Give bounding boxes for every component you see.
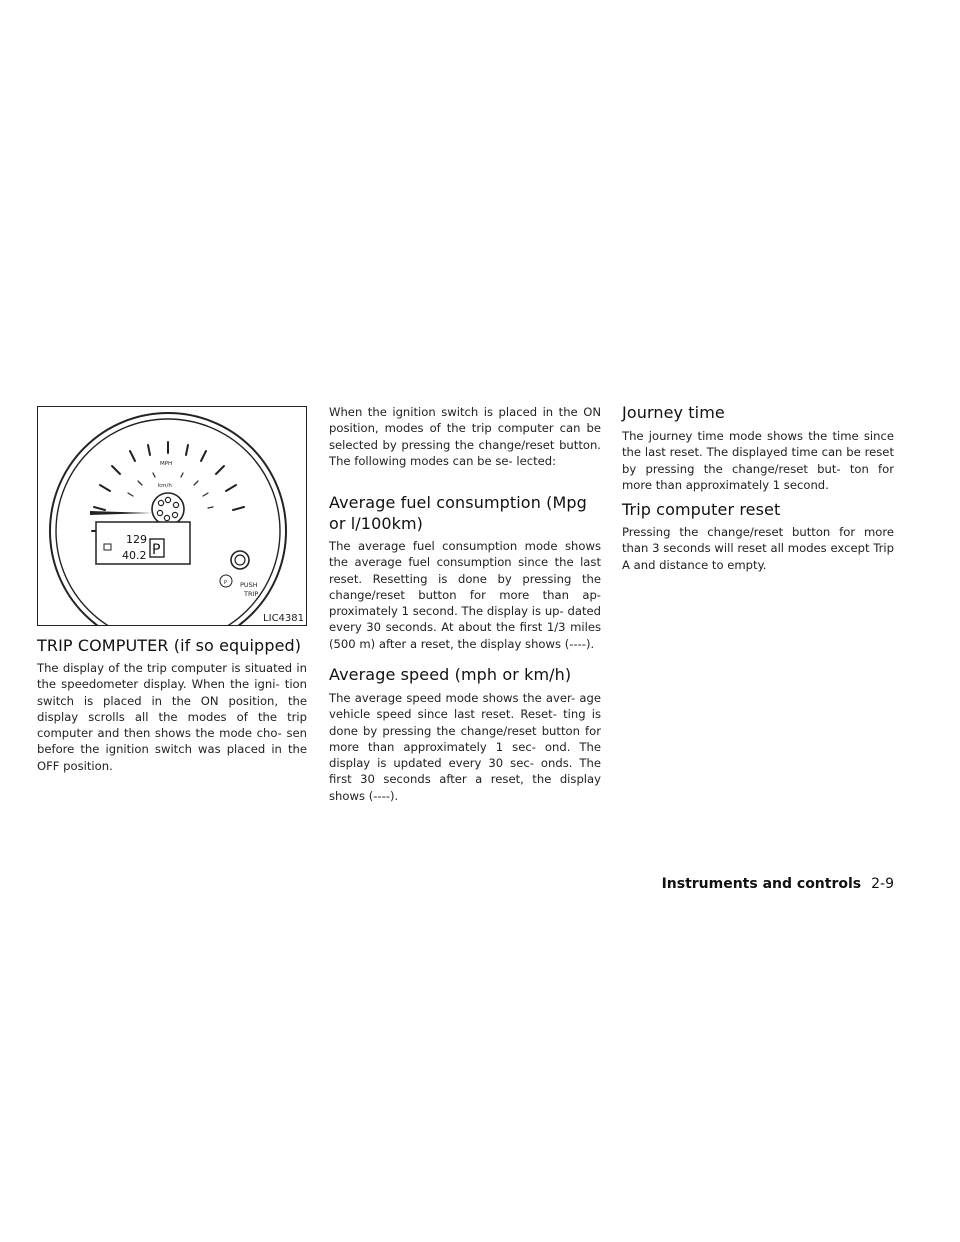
unit-kmh-label: km/h	[158, 483, 172, 489]
avg-speed-body: The average speed mode shows the aver- age vehicle speed since last reset. Reset- ting is done by pressing the change/reset button for more than approximately 1 sec- ond. The display is updated every 30 sec- onds. The first 30 seconds after a reset, the display shows (----).	[329, 691, 601, 803]
svg-text:P: P	[224, 580, 228, 586]
page-footer	[662, 876, 894, 892]
journey-time-body: The journey time mode shows the time since the last reset. The displayed time can be reset by pressing the change/reset but- ton for more than approximately 1 second.	[622, 429, 894, 492]
journey-time-heading: Journey time	[622, 403, 725, 422]
gear-indicator: P	[152, 542, 161, 558]
trip-reset-heading: Trip computer reset	[622, 500, 781, 519]
trip-reset-body: Pressing the change/reset button for more than 3 seconds will reset all modes except Trip A and distance to empty.	[622, 525, 894, 572]
trip-label: TRIP	[244, 590, 259, 598]
page-number: 2-9	[871, 876, 894, 892]
avg-fuel-body: The average fuel consumption mode shows the average fuel consumption since the last reset. Resetting is done by pressing the change/reset button for more than ap- proximately 1 second. The display is up- dated every 30 seconds. At about the first 1/3 miles (500 m) after a reset, the display shows (----).	[329, 539, 601, 651]
push-label: PUSH	[240, 581, 258, 589]
trip-computer-body: The display of the trip computer is situated in the speedometer display. When the igni- tion switch is placed in the ON position, the display scrolls all the modes of the trip computer and then shows the mode cho- sen before the ignition switch was placed in the OFF position.	[37, 661, 307, 773]
display-line-1: 129	[126, 533, 147, 546]
display-line-2: 40.2	[122, 549, 147, 562]
trip-computer-heading: TRIP COMPUTER (if so equipped)	[37, 636, 302, 655]
trip-reset-button[interactable]	[231, 551, 249, 569]
speedometer-illustration	[38, 407, 306, 625]
figure-code: LIC4381	[263, 613, 304, 624]
modes-intro-text: When the ignition switch is placed in the ON position, modes of the trip computer can be selected by pressing the change/reset button. The following modes can be se- lected:	[329, 405, 601, 468]
section-title: Instruments and controls	[661, 876, 862, 892]
speedometer-needle	[90, 511, 152, 515]
unit-mph-label: MPH	[160, 461, 173, 467]
speedometer-figure	[37, 406, 307, 626]
avg-speed-heading: Average speed (mph or km/h)	[329, 665, 572, 684]
avg-fuel-heading: Average fuel consumption (Mpg or l/100km)	[329, 493, 587, 533]
